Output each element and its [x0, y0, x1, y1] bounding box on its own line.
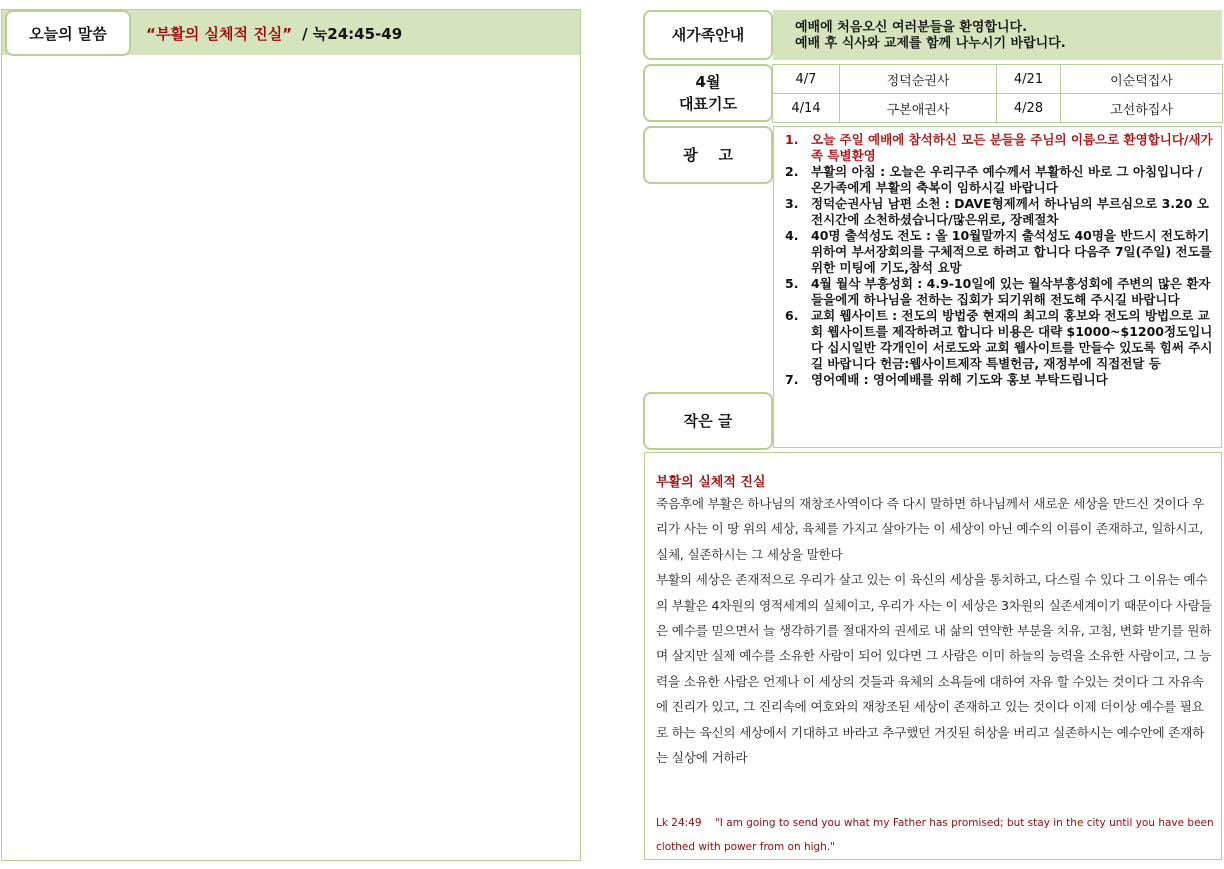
announcement-text: 4월 월삭 부흥성회 : 4.9-10일에 있는 월삭부흥성회에 주변의 많은 환자들을에게 하나님을 전하는 집회가 되기위해 전도해 주시길 바랍니다 — [811, 276, 1211, 307]
welcome-label: 새가족안내 — [643, 10, 773, 60]
prayer-leader: 정덕순권사 — [840, 65, 997, 94]
announcement-text: 부활의 아침 : 오늘은 우리구주 예수께서 부활하신 바로 그 아침입니다 / 온가족에게 부활의 축복이 임하시길 바랍니다 — [811, 164, 1203, 195]
welcome-message — [795, 20, 1066, 52]
essay-label: 작은 글 — [643, 392, 773, 450]
essay-title: 부활의 실체적 진실 — [656, 475, 766, 490]
list-item — [783, 228, 1213, 276]
list-item — [783, 132, 1213, 164]
table-row — [773, 65, 1223, 94]
announcement-number: 2. — [785, 164, 799, 179]
prayer-date: 4/14 — [773, 94, 840, 123]
list-item — [783, 308, 1213, 372]
prayer-date: 4/7 — [773, 65, 840, 94]
welcome-line-2: 예배 후 식사와 교제를 함께 나누시기 바랍니다. — [795, 36, 1066, 51]
bible-verse — [656, 811, 1218, 859]
list-item — [783, 196, 1213, 228]
list-item — [783, 276, 1213, 308]
ads-label: 광 고 — [643, 126, 773, 184]
essay-paragraph: 부활의 세상은 존재적으로 우리가 살고 있는 이 육신의 세상을 통치하고, 다스릴 수 있다 그 이유는 예수의 부활은 4차원의 영적세계의 실체이고, 우리가 사는 이 세상은 3차원의 실존세계이기 때문이다 사람들은 예수를 믿으면서 늘 생각하기를 절대자의 권세로 내 삶의 연약한 부분을 치유, 고침, 변화 받기를 원하며 살지만 실제 예수를 소유한 사람이 되어 있다면 그 사람은 이미 하늘의 능력을 소유한 사람이고, 그 능력을 소유한 사람은 언제나 이 세상의 것들과 육체의 소욕들에 대하여 자유 할 수있는 것이다 그 자유속에 진리가 있고, 그 진리속에 여호와의 재창조된 세상이 존재하고 있는 것이다 이제 더이상 예수를 필요로 하는 육신의 세상에서 기대하고 바라고 추구했던 거짓된 허상을 버리고 실존하시는 예수안에 존재하는 실상에 거하라 — [656, 572, 1212, 766]
prayer-schedule-table — [772, 64, 1223, 123]
announcement-text: 오늘 주일 예배에 참석하신 모든 분들을 주님의 이름으로 환영합니다/새가족 특별환영 — [811, 132, 1213, 163]
list-item — [783, 164, 1213, 196]
prayer-label-month: 4월 — [695, 73, 721, 91]
prayer-leader: 구본애권사 — [840, 94, 997, 123]
prayer-label — [643, 64, 773, 122]
announcement-number: 1. — [785, 132, 799, 147]
announcements-list — [783, 132, 1213, 388]
verse-text: "I am going to send you what my Father has promised; but stay in the city until you have been clothed with power from on high." — [656, 817, 1218, 853]
list-item — [783, 372, 1213, 388]
table-row — [773, 94, 1223, 123]
announcement-text: 40명 출석성도 전도 : 올 10월말까지 출석성도 40명을 반드시 전도하기 위하여 부서장회의를 구체적으로 하려고 합니다 다음주 7일(주일) 전도를 위한 미팅에 기도,참석 요망 — [811, 228, 1212, 275]
essay-body — [656, 491, 1212, 770]
sermon-scripture: / 눅24:45-49 — [302, 25, 403, 43]
announcement-text: 영어예배 : 영어예배를 위해 기도와 홍보 부탁드립니다 — [811, 372, 1108, 387]
sermon-title: “부활의 실체적 진실” — [146, 25, 293, 43]
announcement-text: 교회 웹사이트 : 전도의 방법중 현재의 최고의 홍보와 전도의 방법으로 교회 웹사이트를 제작하려고 합니다 비용은 대략 $1000~$1200정도입니다 십시일반 각개인이 서로도와 교회 웹사이트를 만들수 있도록 힘써 주시길 바랍니다 헌금:웹사이트제작 특별헌금, 재정부에 직접전달 등 — [811, 308, 1213, 371]
prayer-label-title: 대표기도 — [679, 95, 737, 113]
sermon-heading — [146, 23, 402, 44]
announcement-number: 5. — [785, 276, 799, 291]
todays-word-label: 오늘의 말씀 — [5, 10, 131, 56]
announcement-number: 6. — [785, 308, 799, 323]
essay-paragraph: 죽음후에 부활은 하나님의 재창조사역이다 즉 다시 말하면 하나님께서 새로운 세상을 만드신 것이다 우리가 사는 이 땅 위의 세상, 육체를 가지고 살아가는 이 세상이 아닌 예수의 이름이 존재하고, 일하시고, 실체, 실존하시는 그 세상을 말한다 — [656, 496, 1205, 562]
sermon-panel — [1, 9, 581, 861]
announcement-number: 7. — [785, 372, 799, 387]
welcome-line-1: 예배에 처음오신 여러분들을 환영합니다. — [795, 20, 1028, 35]
announcement-text: 정덕순권사님 남편 소천 : DAVE형제께서 하나님의 부르심으로 3.20 오전시간에 소천하셨습니다/많은위로, 장례절차 — [811, 196, 1209, 227]
announcement-number: 3. — [785, 196, 799, 211]
prayer-date: 4/28 — [997, 94, 1061, 123]
prayer-leader: 고선하집사 — [1061, 94, 1223, 123]
announcement-number: 4. — [785, 228, 799, 243]
prayer-date: 4/21 — [997, 65, 1061, 94]
prayer-leader: 이순덕집사 — [1061, 65, 1223, 94]
verse-reference: Lk 24:49 — [656, 817, 702, 829]
